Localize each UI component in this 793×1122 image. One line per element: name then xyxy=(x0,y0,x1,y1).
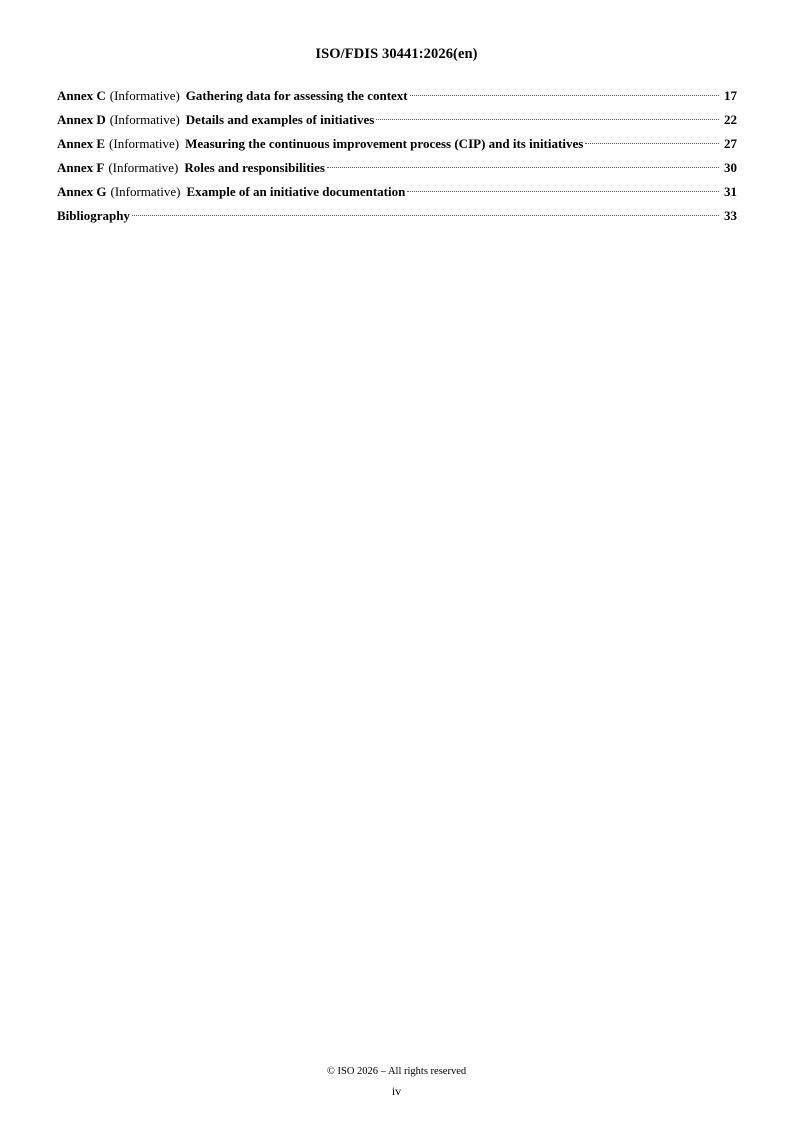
page-number: iv xyxy=(391,1084,402,1098)
toc-entry-prefix: Annex E xyxy=(57,136,106,151)
toc-entry-qualifier: (Informative) xyxy=(109,88,180,103)
toc-entry-page: 31 xyxy=(724,184,737,199)
table-of-contents xyxy=(57,84,737,228)
toc-entry-title: Roles and responsibilities xyxy=(184,160,325,175)
toc-entry-annex-g[interactable] xyxy=(57,180,737,204)
toc-entry-title: Example of an initiative documentation xyxy=(186,184,406,199)
toc-entry-prefix: Annex G xyxy=(57,184,107,199)
toc-entry-page: 33 xyxy=(724,208,737,223)
toc-entry-annex-c[interactable] xyxy=(57,84,737,108)
toc-entry-qualifier: (Informative) xyxy=(108,160,179,175)
toc-entry-prefix: Annex F xyxy=(57,160,105,175)
toc-entry-annex-d[interactable] xyxy=(57,108,737,132)
document-header: ISO/FDIS 30441:2026(en) xyxy=(315,46,478,62)
toc-entry-page: 27 xyxy=(724,136,737,151)
toc-entry-prefix: Bibliography xyxy=(57,208,130,223)
toc-dot-leader xyxy=(132,215,719,216)
toc-entry-qualifier: (Informative) xyxy=(109,112,180,127)
toc-entry-page: 22 xyxy=(724,112,737,127)
toc-entry-annex-e[interactable] xyxy=(57,132,737,156)
toc-entry-qualifier: (Informative) xyxy=(109,136,180,151)
toc-entry-prefix: Annex C xyxy=(57,88,106,103)
toc-entry-page: 30 xyxy=(724,160,737,175)
toc-dot-leader xyxy=(585,143,719,144)
toc-dot-leader xyxy=(407,191,719,192)
toc-entry-title: Gathering data for assessing the context xyxy=(185,88,408,103)
copyright-notice: © ISO 2026 – All rights reserved xyxy=(326,1066,467,1077)
toc-entry-annex-f[interactable] xyxy=(57,156,737,180)
toc-entry-qualifier: (Informative) xyxy=(110,184,181,199)
toc-entry-bibliography[interactable] xyxy=(57,204,737,228)
toc-entry-title: Measuring the continuous improvement process (CIP) and its initiatives xyxy=(185,136,584,151)
toc-entry-page: 17 xyxy=(724,88,737,103)
toc-entry-title: Details and examples of initiatives xyxy=(185,112,375,127)
toc-dot-leader xyxy=(410,95,719,96)
toc-dot-leader xyxy=(327,167,719,168)
toc-entry-prefix: Annex D xyxy=(57,112,106,127)
toc-dot-leader xyxy=(376,119,719,120)
